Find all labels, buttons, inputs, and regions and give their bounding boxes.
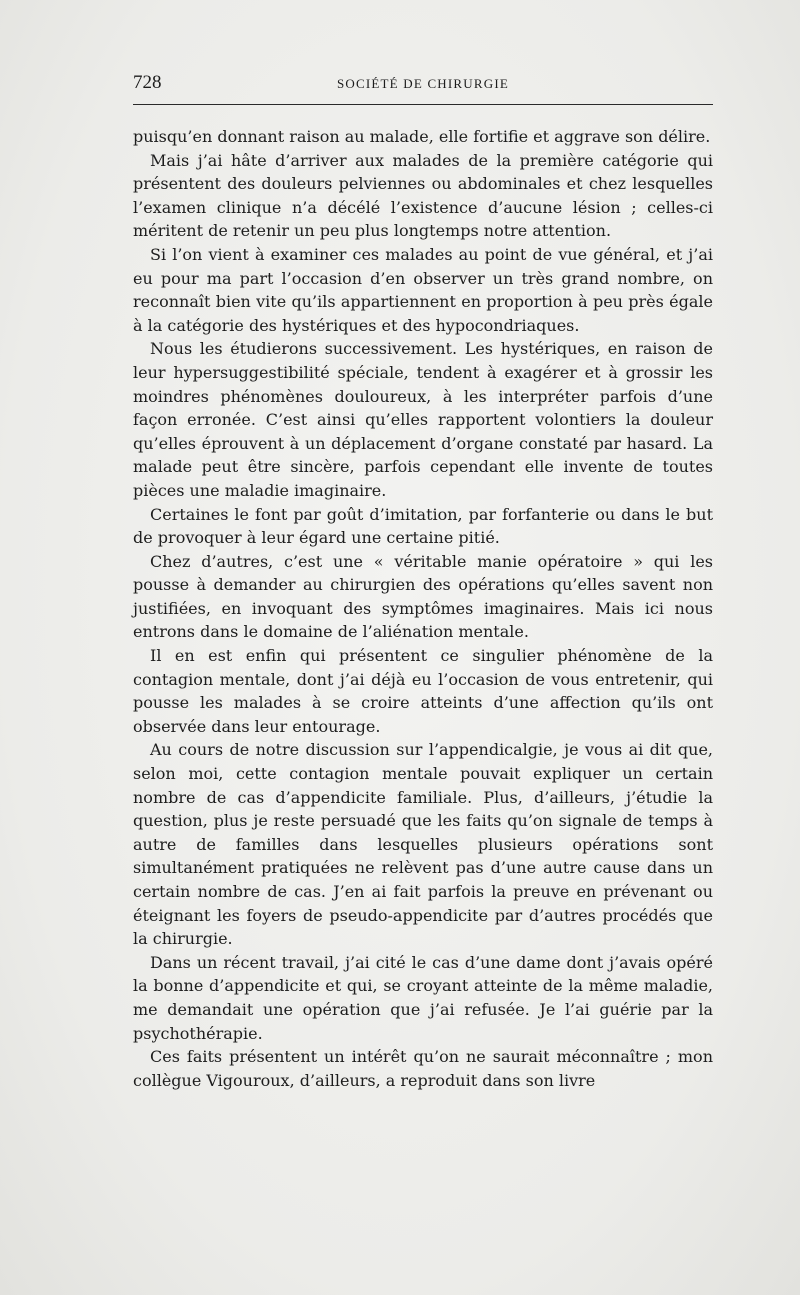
paragraph: Chez d’autres, c’est une « véritable manie opératoire » qui les pousse à demander au chirurgien des opérations qu’elles savent non justifiées, en invoquant des symptômes imaginaires. Mais ici nous entrons dans le domaine de l’aliénation mentale. (133, 551, 713, 642)
paragraph: Il en est enfin qui présentent ce singulier phénomène de la contagion mentale, dont j’ai déjà eu l’occasion de vous entretenir, qui pousse les malades à se croire atteints d’une affection qu’ils ont observée dans leur entourage. (133, 646, 713, 736)
paragraph: puisqu’en donnant raison au malade, elle fortifie et aggrave son délire. (133, 127, 711, 146)
running-title: SOCIÉTÉ DE CHIRURGIE (336, 76, 510, 91)
paragraph: Ces faits présentent un intérêt qu’on ne saurait méconnaître ; mon collègue Vigouroux, d’ailleurs, a reproduit dans son livre (133, 1047, 713, 1090)
header-rule (133, 104, 713, 105)
paragraph: Si l’on vient à examiner ces malades au point de vue général, et j’ai eu pour ma part l’occasion d’en observer un très grand nombre, on reconnaît bien vite qu’ils appartiennent en proportion à peu près égale à la catégorie des hystériques et des hypocondriaques. (133, 244, 713, 335)
body-text (133, 125, 713, 1092)
paragraph: Certaines le font par goût d’imitation, par forfanterie ou dans le but de provoquer à leur égard une certaine pitié. (133, 504, 713, 548)
paragraph: Mais j’ai hâte d’arriver aux malades de la première catégorie qui présentent des douleurs pelviennes ou abdominales et chez lesquelles l’examen clinique n’a décélé l’existence d’aucune lésion ; celles-ci méritent de retenir un peu plus longtemps notre attention. (133, 150, 713, 241)
paragraph: Dans un récent travail, j’ai cité le cas d’une dame dont j’avais opéré la bonne d’appendicite et qui, se croyant atteinte de la même maladie, me demandait une opération que j’ai refusée. Je l’ai guérie par la psychothérapie. (133, 952, 713, 1043)
paragraph: Nous les étudierons successivement. Les hystériques, en raison de leur hypersuggestibilité spéciale, tendent à exagérer et à grossir les moindres phénomènes douloureux, à les interpréter parfois d’une façon erronée. C’est ainsi qu’elles rapportent volontiers la douleur qu’elles éprouvent à un déplacement d’organe constaté par hasard. La malade peut être sincère, parfois cependant elle invente de toutes pièces une maladie imaginaire. (133, 339, 713, 500)
paragraph: Au cours de notre discussion sur l’appendicalgie, je vous ai dit que, selon moi, cette contagion mentale pouvait expliquer un certain nombre de cas d’appendicite familiale. Plus, d’ailleurs, j’étudie la question, plus je reste persuadé que les faits qu’on signale de temps à autre de familles dans lesquelles plusieurs opérations sont simultanément pratiquées ne relèvent pas d’une autre cause dans un certain nombre de cas. J’en ai fait parfois la preuve en prévenant ou éteignant les foyers de pseudo-appendicite par d’autres procédés que la chirurgie. (133, 740, 713, 949)
page-number: 728 (133, 72, 162, 93)
page-header (133, 72, 713, 96)
